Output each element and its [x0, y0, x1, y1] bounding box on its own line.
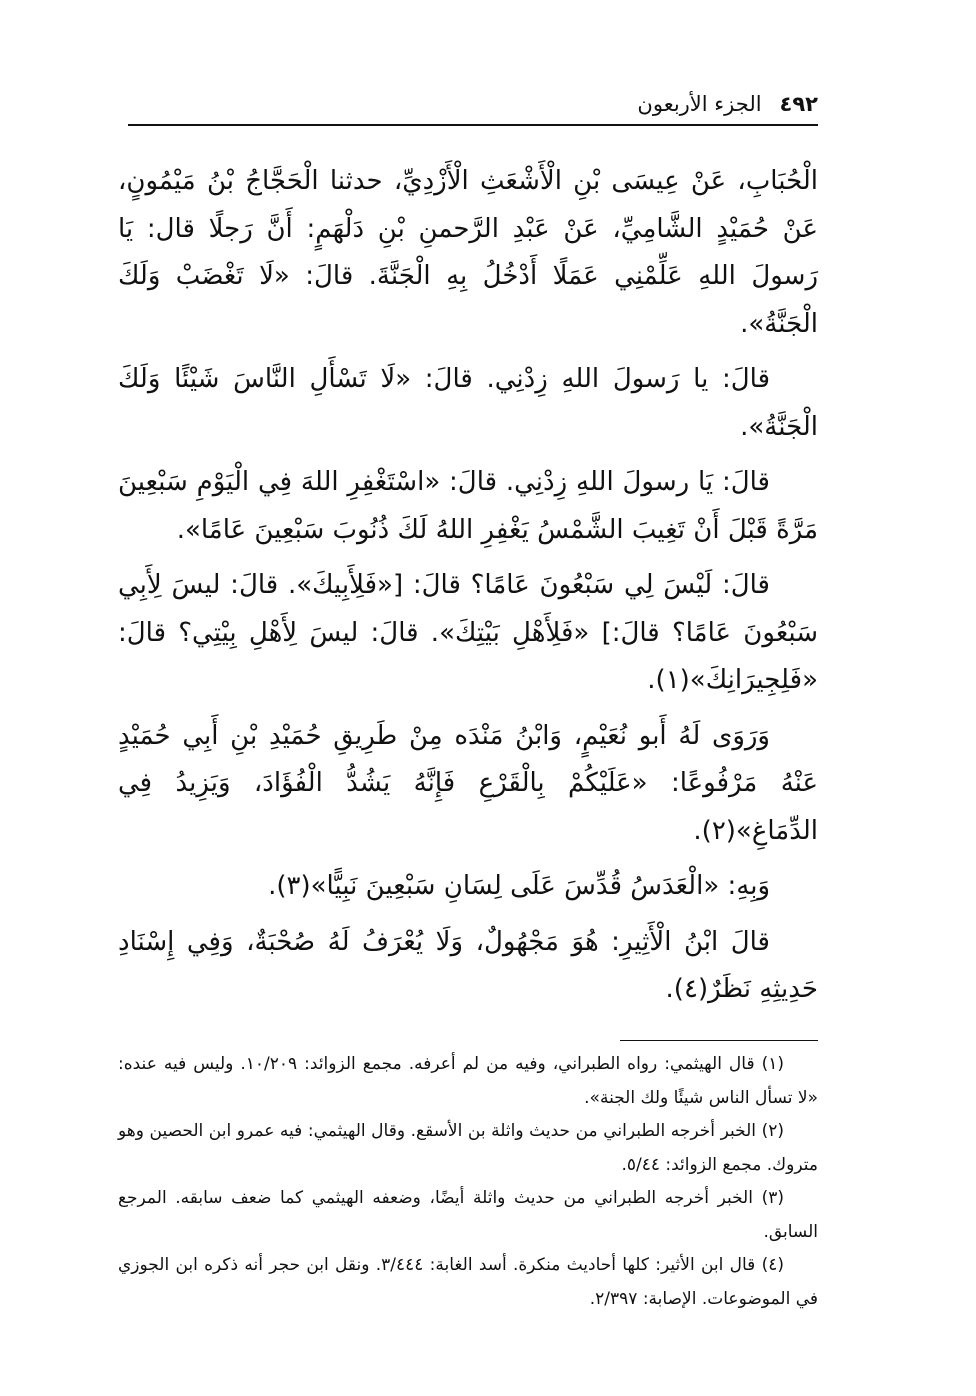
- paragraph: الْحُبَابِ، عَنْ عِيسَى بْنِ الْأَشْعَثِ الْأَزْدِيِّ، حدثنا الْحَجَّاجُ بْنُ مَيْمُونٍ، عَنْ حُمَيْدٍ الشَّامِيِّ، عَنْ عَبْدِ الرَّحمنِ بْنِ دَلْهَمٍ: أَنَّ رَجلًا قال: يَا رَسولَ اللهِ عَلِّمْنِي عَمَلًا أَدْخُلُ بِهِ الْجَنَّةَ. قالَ: «لَا تَغْضَبْ وَلَكَ الْجَنَّةُ».: [118, 166, 818, 339]
- footnote: (١) قال الهيثمي: رواه الطبراني، وفيه من لم أعرفه. مجمع الزوائد: ١٠/٢٠٩. وليس فيه عنده: «لا تسأل الناس شيئًا ولك الجنة».: [118, 1054, 818, 1108]
- page-header: [128, 86, 818, 122]
- footnote: (٢) الخبر أخرجه الطبراني من حديث واثلة بن الأسقع. وقال الهيثمي: فيه عمرو ابن الحصين وهو متروك. مجمع الزوائد: ٥/٤٤.: [118, 1121, 818, 1175]
- footnote: (٣) الخبر أخرجه الطبراني من حديث واثلة أيضًا، وضعفه الهيثمي كما ضعف سابقه. المرجع السابق.: [118, 1188, 818, 1242]
- paragraph: قالَ: لَيْسَ لِي سَبْعُونَ عَامًا؟ قالَ: [«فَلِأَبِيكَ». قالَ: ليسَ لِأَبِي سَبْعُونَ عَامًا؟ قالَ:] «فَلِأَهْلِ بَيْتِكَ». قالَ: ليسَ لِأَهْلِ بِيْتِي؟ قالَ: «فَلِجِيرَانِكَ»(١).: [118, 570, 818, 695]
- paragraph: وَرَوَى لَهُ أَبو نُعَيْمٍ، وَابْنُ مَنْدَه مِنْ طَرِيقِ حُمَيْدِ بْنِ أَبِي حُمَيْدٍ عَنْهُ مَرْفُوعًا: «عَلَيْكُمْ بِالْقَرْعِ فَإِنَّهُ يَشُدُّ الْفُؤَادَ، وَيَزِيدُ فِي الدِّمَاغِ»(٢).: [118, 720, 818, 846]
- main-text: [118, 158, 818, 1022]
- footnote: (٤) قال ابن الأثير: كلها أحاديث منكرة. أسد الغابة: ٣/٤٤٤. ونقل ابن حجر أنه ذكره ابن الجوزي في الموضوعات. الإصابة: ٢/٣٩٧.: [118, 1255, 818, 1309]
- paragraph: قالَ: يَا رسولَ اللهِ زِدْنِي. قالَ: «اسْتَغْفِرِ اللهَ فِي الْيَوْمِ سَبْعِينَ مَرَّةً قَبْلَ أَنْ تَغِيبَ الشَّمْسُ يَغْفِرِ اللهُ لَكَ ذُنُوبَ سَبْعِينَ عَامًا».: [118, 467, 818, 545]
- footnotes: [118, 1048, 818, 1316]
- page-number: ٤٩٢: [779, 92, 818, 116]
- header-divider: [128, 124, 818, 126]
- running-title: الجزء الأربعون: [637, 92, 762, 116]
- footnote-divider: [620, 1040, 818, 1041]
- paragraph: قالَ: يا رَسولَ اللهِ زِدْنِي. قالَ: «لَا تَسْأَلِ النَّاسَ شَيْئًا وَلَكَ الْجَنَّةُ».: [118, 364, 818, 442]
- paragraph: وَبِهِ: «الْعَدَسُ قُدِّسَ عَلَى لِسَانِ سَبْعِينَ نَبِيًّا»(٣).: [268, 871, 770, 901]
- paragraph: قالَ ابْنُ الْأَثِيرِ: هُوَ مَجْهُولٌ، وَلَا يُعْرَفُ لَهُ صُحْبَةٌ، وَفِي إِسْنَادِ حَدِيثِهِ نَظَرٌ(٤).: [118, 926, 818, 1004]
